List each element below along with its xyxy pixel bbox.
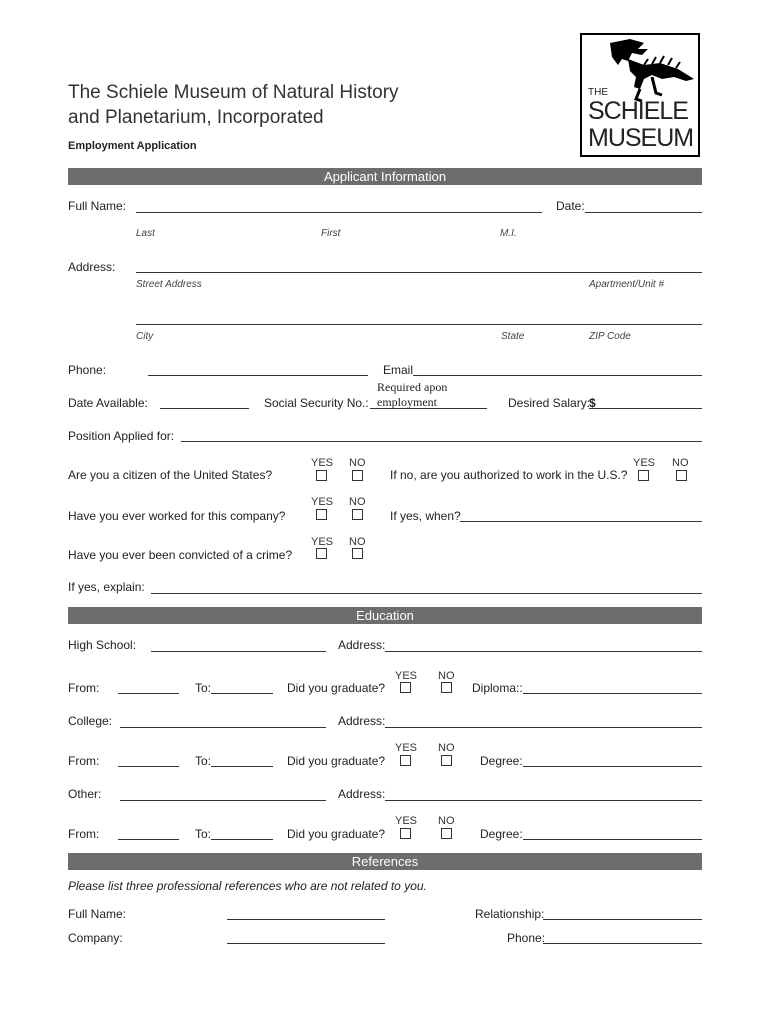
date-label: Date: — [556, 199, 585, 213]
worked-yes-checkbox[interactable] — [316, 509, 327, 520]
citizen-question: Are you a citizen of the United States? — [68, 468, 273, 482]
college-from-field[interactable] — [118, 766, 179, 767]
college-address-field[interactable] — [385, 727, 702, 728]
explain-label: If yes, explain: — [68, 580, 145, 594]
position-field[interactable] — [181, 441, 702, 442]
worked-no-checkbox[interactable] — [352, 509, 363, 520]
hs-from-field[interactable] — [118, 693, 179, 694]
college-degree-field[interactable] — [523, 766, 702, 767]
hs-from-label: From: — [68, 681, 100, 695]
section-header-applicant: Applicant Information — [68, 168, 702, 185]
other-yes-label: YES — [395, 815, 418, 827]
desired-salary-field[interactable] — [589, 408, 702, 409]
college-field[interactable] — [120, 727, 326, 728]
ref-relationship-field[interactable] — [543, 919, 702, 920]
hs-no-label: NO — [438, 670, 455, 682]
hs-no-checkbox[interactable] — [441, 682, 452, 693]
other-degree-field[interactable] — [523, 839, 702, 840]
college-no-checkbox[interactable] — [441, 755, 452, 766]
ref-company-label: Company: — [68, 931, 123, 945]
other-from-label: From: — [68, 827, 100, 841]
desired-salary-label: Desired Salary: — [508, 396, 591, 410]
hs-address-field[interactable] — [385, 651, 702, 652]
street-caption: Street Address — [136, 279, 202, 290]
citizen-yes-checkbox[interactable] — [316, 470, 327, 481]
hs-to-label: To: — [195, 681, 212, 695]
high-school-label: High School: — [68, 638, 137, 652]
ssn-label: Social Security No.: — [264, 396, 369, 410]
citizen-yes-label: YES — [311, 457, 334, 469]
convicted-question: Have you ever been convicted of a crime? — [68, 548, 293, 562]
college-from-label: From: — [68, 754, 100, 768]
city-caption: City — [136, 331, 154, 342]
references-instructions: Please list three professional references who are not related to you. — [68, 879, 427, 893]
college-yes-checkbox[interactable] — [400, 755, 411, 766]
date-available-label: Date Available: — [68, 396, 148, 410]
ref-phone-label: Phone: — [507, 931, 546, 945]
position-label: Position Applied for: — [68, 429, 175, 443]
other-label: Other: — [68, 787, 102, 801]
diploma-label: Diploma:: — [472, 681, 523, 695]
logo-museum: MUSEUM — [588, 124, 694, 152]
logo-the: THE — [588, 87, 608, 98]
hs-yes-label: YES — [395, 670, 418, 682]
city-state-zip-field[interactable] — [136, 324, 702, 325]
org-name-line2: and Planetarium, Incorporated — [68, 107, 324, 128]
ref-company-field[interactable] — [227, 943, 385, 944]
ssn-note-line1: Required apon — [377, 380, 448, 394]
address-label: Address: — [68, 260, 116, 274]
salary-dollar-sign: $ — [589, 396, 596, 410]
section-header-education: Education — [68, 607, 702, 624]
college-degree-label: Degree: — [480, 754, 523, 768]
ref-phone-field[interactable] — [543, 943, 702, 944]
hs-graduate-question: Did you graduate? — [287, 681, 386, 695]
authorized-yes-checkbox[interactable] — [638, 470, 649, 481]
high-school-field[interactable] — [151, 651, 326, 652]
explain-field[interactable] — [151, 593, 702, 594]
other-field[interactable] — [120, 800, 326, 801]
college-no-label: NO — [438, 742, 455, 754]
zip-caption: ZIP Code — [589, 331, 631, 342]
ref-full-name-field[interactable] — [227, 919, 385, 920]
convicted-yes-checkbox[interactable] — [316, 548, 327, 559]
full-name-field[interactable] — [136, 212, 542, 213]
when-field[interactable] — [460, 521, 702, 522]
college-label: College: — [68, 714, 113, 728]
phone-label: Phone: — [68, 363, 107, 377]
college-to-field[interactable] — [211, 766, 273, 767]
phone-field[interactable] — [148, 375, 368, 376]
college-yes-label: YES — [395, 742, 418, 754]
citizen-no-label: NO — [349, 457, 366, 469]
hs-to-field[interactable] — [211, 693, 273, 694]
worked-yes-label: YES — [311, 496, 334, 508]
mi-caption: M.I. — [500, 228, 517, 239]
ref-relationship-label: Relationship: — [475, 907, 545, 921]
other-no-label: NO — [438, 815, 455, 827]
convicted-no-label: NO — [349, 536, 366, 548]
convicted-no-checkbox[interactable] — [352, 548, 363, 559]
college-address-label: Address: — [338, 714, 386, 728]
hs-address-label: Address: — [338, 638, 386, 652]
ssn-note-line2: employment — [377, 395, 437, 409]
convicted-yes-label: YES — [311, 536, 334, 548]
authorized-no-checkbox[interactable] — [676, 470, 687, 481]
full-name-label: Full Name: — [68, 199, 127, 213]
authorized-no-label: NO — [672, 457, 689, 469]
authorized-question: If no, are you authorized to work in the U.S.? — [390, 468, 628, 482]
other-to-field[interactable] — [211, 839, 273, 840]
authorized-yes-label: YES — [633, 457, 656, 469]
college-to-label: To: — [195, 754, 212, 768]
other-yes-checkbox[interactable] — [400, 828, 411, 839]
last-caption: Last — [136, 228, 155, 239]
other-from-field[interactable] — [118, 839, 179, 840]
worked-no-label: NO — [349, 496, 366, 508]
date-available-field[interactable] — [160, 408, 249, 409]
email-field[interactable] — [413, 375, 702, 376]
other-no-checkbox[interactable] — [441, 828, 452, 839]
other-degree-label: Degree: — [480, 827, 523, 841]
when-label: If yes, when? — [390, 509, 461, 523]
citizen-no-checkbox[interactable] — [352, 470, 363, 481]
worked-question: Have you ever worked for this company? — [68, 509, 286, 523]
ref-full-name-label: Full Name: — [68, 907, 127, 921]
other-address-field[interactable] — [385, 800, 702, 801]
other-graduate-question: Did you graduate? — [287, 827, 386, 841]
hs-yes-checkbox[interactable] — [400, 682, 411, 693]
museum-logo — [580, 33, 700, 157]
state-caption: State — [501, 331, 525, 342]
apt-caption: Apartment/Unit # — [589, 279, 665, 290]
college-graduate-question: Did you graduate? — [287, 754, 386, 768]
other-address-label: Address: — [338, 787, 386, 801]
street-address-field[interactable] — [136, 272, 702, 273]
ssn-field[interactable] — [370, 408, 487, 409]
logo-schiele: SCHIELE — [588, 97, 688, 125]
section-header-references: References — [68, 853, 702, 870]
diploma-field[interactable] — [523, 693, 702, 694]
first-caption: First — [321, 228, 341, 239]
other-to-label: To: — [195, 827, 212, 841]
email-label: Email — [383, 363, 414, 377]
org-name-line1: The Schiele Museum of Natural History — [68, 82, 399, 103]
date-field[interactable] — [585, 212, 702, 213]
form-title: Employment Application — [68, 140, 197, 152]
